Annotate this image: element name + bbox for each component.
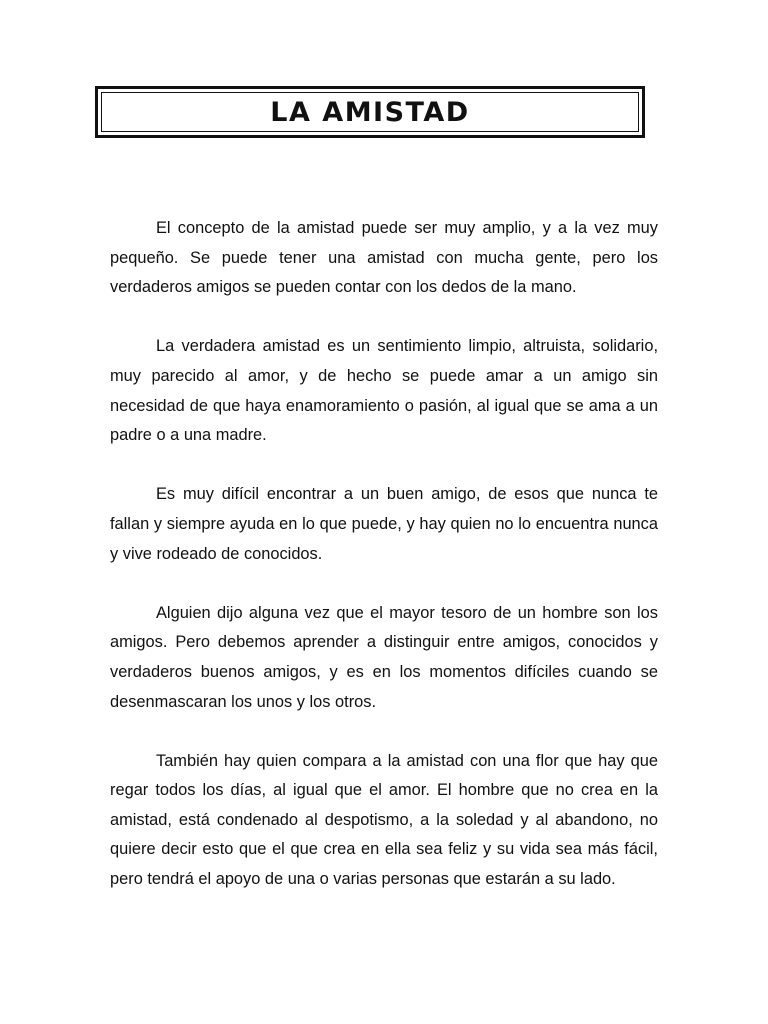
title-frame-inner [101,92,639,132]
paragraph-3: Es muy difícil encontrar a un buen amigo, de esos que nunca te fallan y siempre ayuda en lo que puede, y hay quien no lo encuentra nunca y vive rodeado de conocidos. [110,485,658,563]
paragraph-2: La verdadera amistad es un sentimiento limpio, altruista, solidario, muy parecido al amor, y de hecho se puede amar a un amigo sin necesidad de que haya enamoramiento o pasión, al igual que se ama a un padre o a una madre. [110,337,658,445]
paragraph-5: También hay quien compara a la amistad con una flor que hay que regar todos los días, al igual que el amor. El hombre que no crea en la amistad, está condenado al despotismo, a la soledad y al abandono, no quiere decir esto que el que crea en ella sea feliz y su vida sea más fácil, pero tendrá el apoyo de una o varias personas que estarán a su lado. [110,751,658,889]
paragraph-4: Alguien dijo alguna vez que el mayor tesoro de un hombre son los amigos. Pero debemos aprender a distinguir entre amigos, conocidos y verdaderos buenos amigos, y es en los momentos difíciles cuando se desenmascaran los unos y los otros. [110,603,658,711]
document-title: LA AMISTAD [270,96,470,128]
document-body [110,214,658,895]
title-frame [95,86,645,138]
paragraph-1: El concepto de la amistad puede ser muy amplio, y a la vez muy pequeño. Se puede tener una amistad con mucha gente, pero los verdaderos amigos se pueden contar con los dedos de la mano. [110,219,658,297]
